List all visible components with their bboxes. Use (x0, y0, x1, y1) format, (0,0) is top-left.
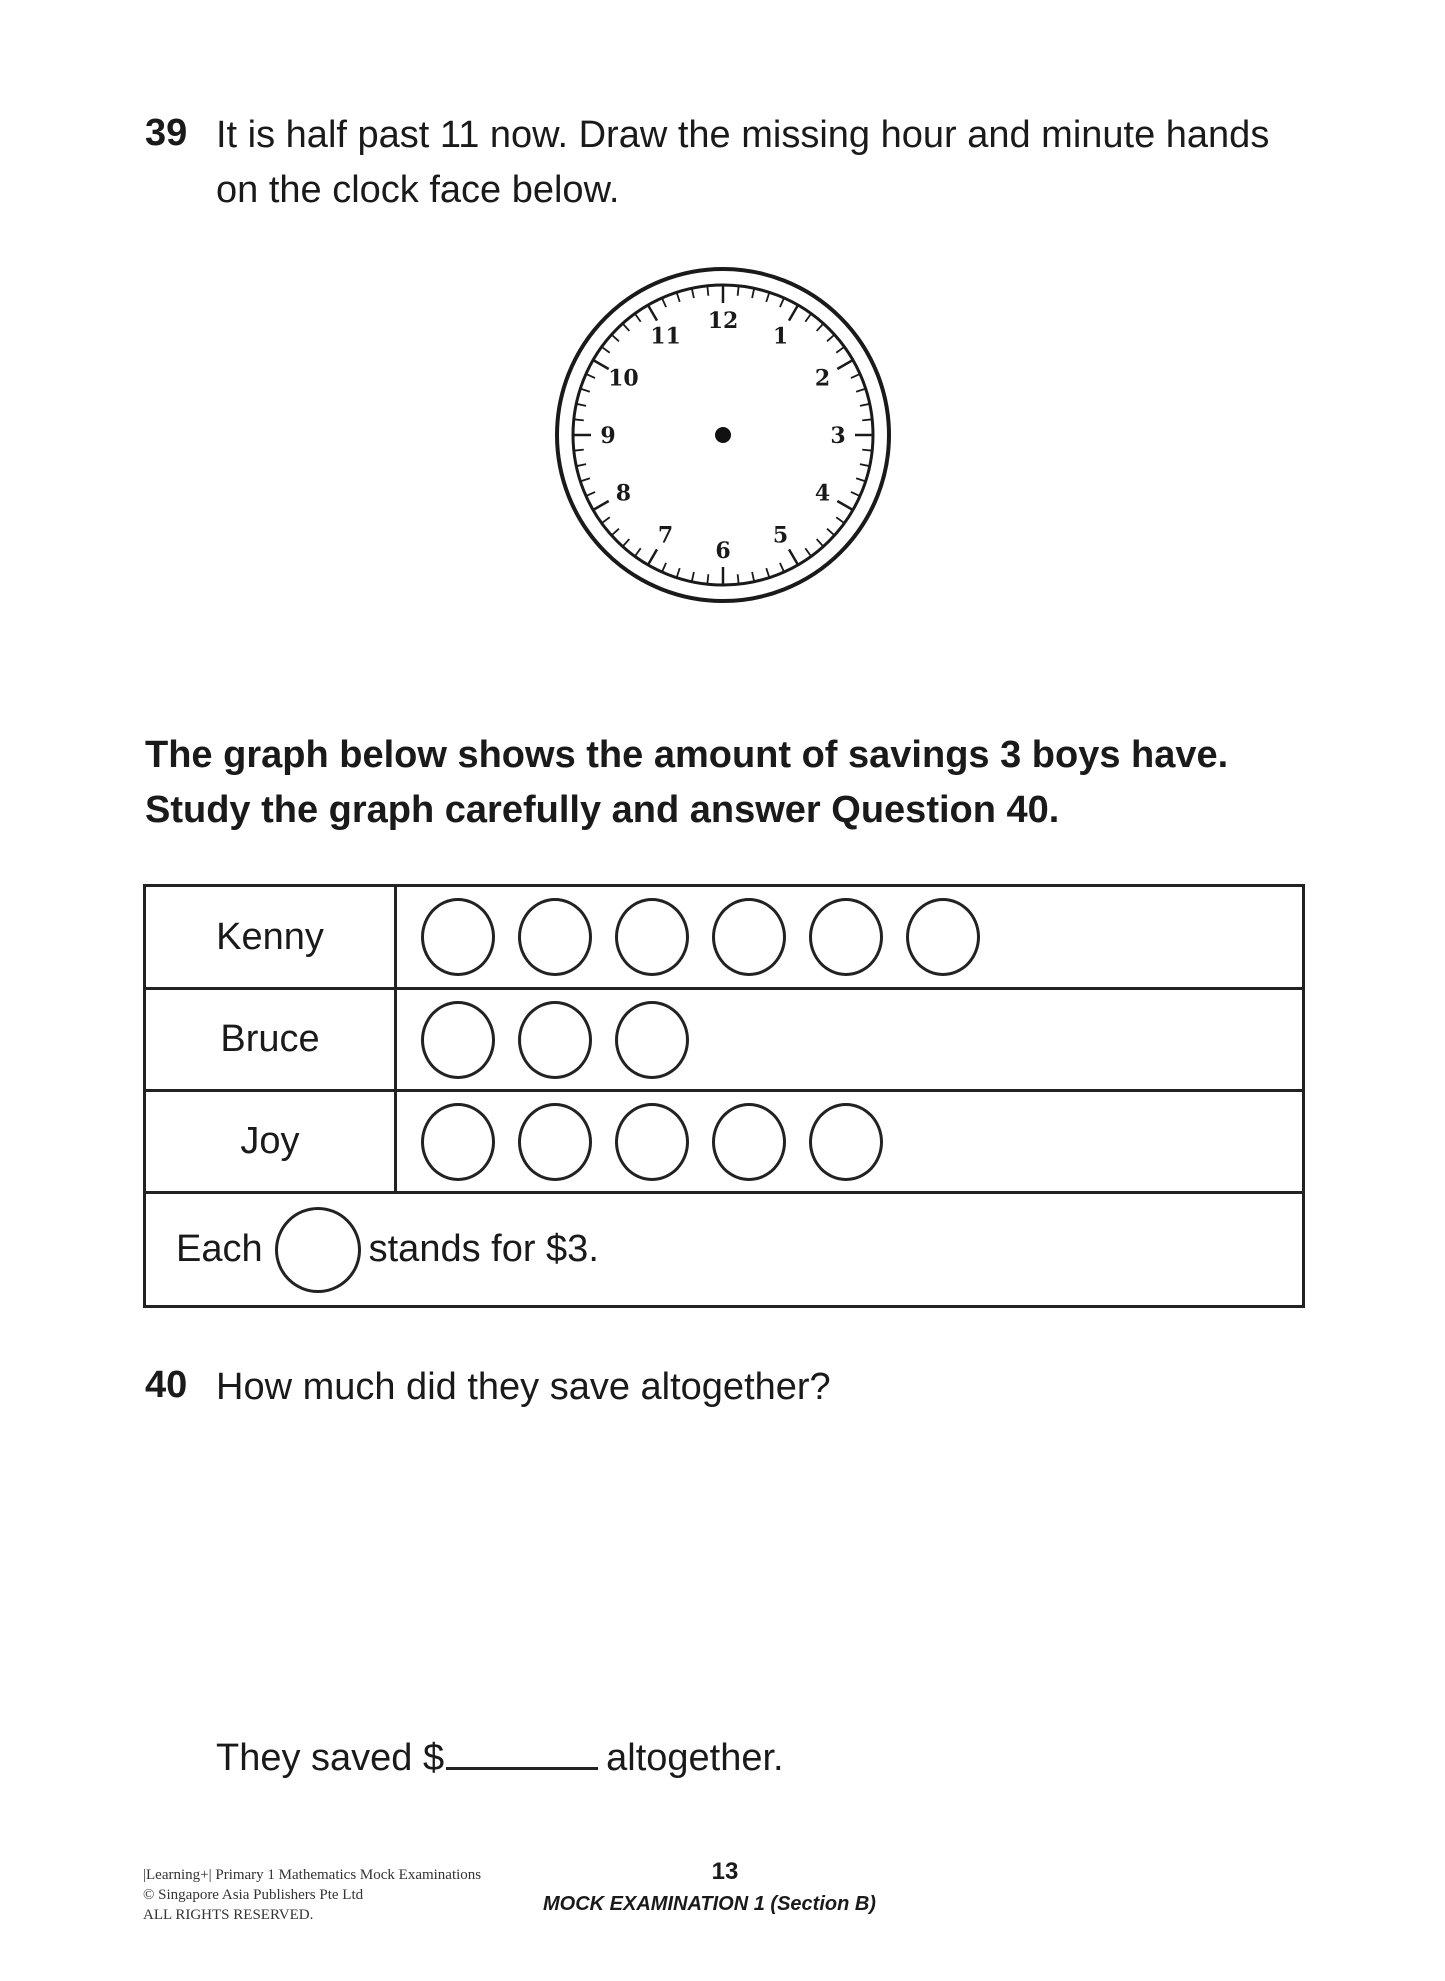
page-number: 13 (711, 1858, 739, 1885)
pictograph-table (143, 884, 1305, 1308)
circle-icon (712, 898, 786, 976)
graph-intro-line2: Study the graph carefully and answer Question 40. (145, 789, 1060, 831)
svg-text:5: 5 (772, 522, 789, 549)
question-text-line1: It is half past 11 now. Draw the missing hour and minute hands (216, 114, 1270, 156)
footer-line1: |Learning+| Primary 1 Mathematics Mock Examinations (143, 1867, 482, 1883)
question-text-line2: on the clock face below. (216, 169, 620, 211)
answer-line (216, 1735, 784, 1780)
key-prefix: Each (176, 1228, 263, 1270)
circle-icon (712, 1103, 786, 1181)
circle-icon (518, 898, 592, 976)
section-label: MOCK EXAMINATION 1 (Section B) (543, 1893, 876, 1915)
svg-text:2: 2 (814, 365, 831, 392)
svg-text:1: 1 (772, 323, 789, 350)
answer-suffix: altogether. (606, 1737, 784, 1779)
svg-text:6: 6 (715, 538, 731, 564)
circle-icon (906, 898, 980, 976)
pictograph-row-kenny (146, 887, 1302, 990)
clock-icon (553, 265, 893, 605)
row-label: Joy (146, 1092, 397, 1191)
svg-text:7: 7 (657, 522, 674, 549)
circle-icon (421, 1001, 495, 1079)
pictograph-row-joy (146, 1092, 1302, 1194)
question-number: 40 (145, 1364, 188, 1406)
circle-icon (615, 1001, 689, 1079)
svg-text:4: 4 (814, 480, 831, 507)
circle-icon (518, 1001, 592, 1079)
footer-copyright (143, 1865, 481, 1925)
footer-line3: ALL RIGHTS RESERVED. (143, 1907, 314, 1923)
row-icons (421, 990, 689, 1089)
svg-text:12: 12 (707, 308, 739, 334)
circle-icon (615, 1103, 689, 1181)
row-label: Bruce (146, 990, 397, 1089)
answer-blank-input[interactable] (446, 1735, 598, 1770)
graph-intro-line1: The graph below shows the amount of savings 3 boys have. (145, 734, 1229, 776)
row-label: Kenny (146, 887, 397, 987)
svg-text:3: 3 (830, 423, 846, 449)
key-suffix: stands for $3. (368, 1228, 599, 1270)
answer-prefix: They saved $ (216, 1737, 445, 1779)
graph-intro (145, 728, 1228, 838)
svg-text:11: 11 (650, 323, 681, 350)
circle-icon (518, 1103, 592, 1181)
circle-icon (809, 1103, 883, 1181)
clock-face[interactable] (553, 265, 893, 605)
question-number: 39 (145, 112, 188, 154)
svg-text:8: 8 (615, 480, 632, 507)
circle-icon (809, 898, 883, 976)
pictograph-row-bruce (146, 990, 1302, 1092)
row-icons (421, 1092, 883, 1191)
circle-icon (615, 898, 689, 976)
pictograph-key (146, 1194, 1302, 1305)
circle-icon (421, 1103, 495, 1181)
svg-text:10: 10 (608, 365, 639, 392)
question-text: How much did they save altogether? (216, 1366, 831, 1408)
circle-icon (275, 1207, 361, 1293)
circle-icon (421, 898, 495, 976)
row-icons (421, 887, 980, 987)
svg-text:9: 9 (600, 423, 616, 449)
footer-line2: © Singapore Asia Publishers Pte Ltd (143, 1887, 364, 1903)
